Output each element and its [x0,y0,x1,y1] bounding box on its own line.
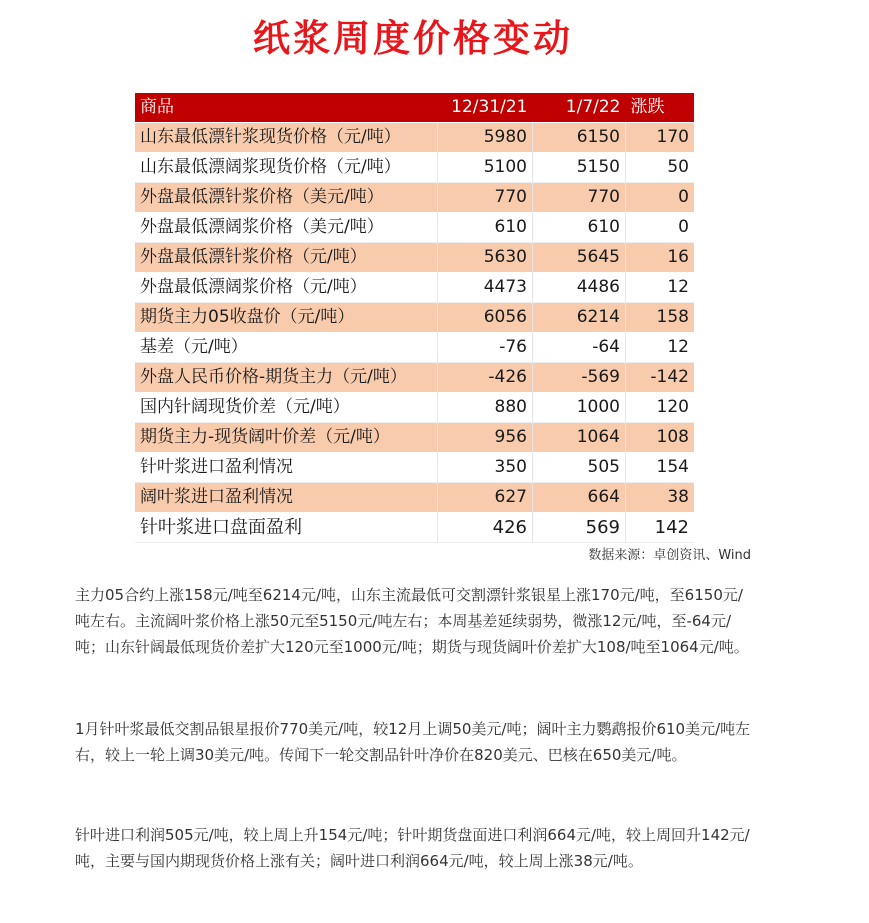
cell-commodity: 山东最低漂针浆现货价格（元/吨） [135,123,438,153]
table-row [135,273,694,303]
cell-change: 142 [626,513,695,543]
cell-curr-price: 664 [533,483,626,513]
table-row [135,393,694,423]
cell-commodity: 外盘最低漂阔浆价格（美元/吨） [135,213,438,243]
cell-change: 120 [626,393,695,423]
cell-curr-price: 770 [533,183,626,213]
cell-curr-price: -569 [533,363,626,393]
cell-prev-price: 426 [438,513,533,543]
table-row [135,123,694,153]
cell-commodity: 针叶浆进口盘面盈利 [135,513,438,543]
cell-curr-price: 1064 [533,423,626,453]
cell-prev-price: 627 [438,483,533,513]
column-header-commodity: 商品 [135,93,438,123]
cell-change: -142 [626,363,695,393]
cell-change: 16 [626,243,695,273]
cell-change: 50 [626,153,695,183]
cell-curr-price: -64 [533,333,626,363]
cell-commodity: 外盘人民币价格-期货主力（元/吨） [135,363,438,393]
cell-change: 38 [626,483,695,513]
cell-prev-price: 610 [438,213,533,243]
cell-change: 154 [626,453,695,483]
cell-curr-price: 5645 [533,243,626,273]
column-header-change: 涨跌 [626,93,695,123]
cell-change: 0 [626,213,695,243]
column-header-date-1: 12/31/21 [438,93,533,123]
cell-curr-price: 505 [533,453,626,483]
table-row [135,513,694,543]
cell-prev-price: 770 [438,183,533,213]
cell-commodity: 外盘最低漂针浆价格（元/吨） [135,243,438,273]
cell-prev-price: 5630 [438,243,533,273]
cell-prev-price: 956 [438,423,533,453]
cell-change: 158 [626,303,695,333]
cell-commodity: 基差（元/吨） [135,333,438,363]
column-header-date-2: 1/7/22 [533,93,626,123]
table-row [135,183,694,213]
cell-commodity: 外盘最低漂针浆价格（美元/吨） [135,183,438,213]
table-row [135,243,694,273]
cell-change: 170 [626,123,695,153]
cell-change: 12 [626,333,695,363]
cell-commodity: 阔叶浆进口盈利情况 [135,483,438,513]
cell-curr-price: 569 [533,513,626,543]
cell-commodity: 期货主力05收盘价（元/吨） [135,303,438,333]
cell-commodity: 国内针阔现货价差（元/吨） [135,393,438,423]
table-body [135,123,694,543]
table-row [135,333,694,363]
cell-prev-price: 6056 [438,303,533,333]
cell-commodity: 山东最低漂阔浆现货价格（元/吨） [135,153,438,183]
cell-prev-price: -76 [438,333,533,363]
cell-prev-price: 350 [438,453,533,483]
cell-curr-price: 4486 [533,273,626,303]
cell-commodity: 外盘最低漂阔浆价格（元/吨） [135,273,438,303]
paragraph-1: 主力05合约上涨158元/吨至6214元/吨，山东主流最低可交割漂针浆银星上涨170元/吨，至6150元/吨左右。主流阔叶浆价格上涨50元至5150元/吨左右；本周基差延续弱势，微涨12元/吨，至-64元/吨；山东针阔最低现货价差扩大120元至1000元/吨；期货与现货阔叶价差扩大108/吨至1064元/吨。 [75,586,749,656]
table-row [135,423,694,453]
cell-change: 0 [626,183,695,213]
table-row [135,303,694,333]
cell-prev-price: 880 [438,393,533,423]
table-header-row [135,93,694,123]
cell-prev-price: 5100 [438,153,533,183]
cell-prev-price: -426 [438,363,533,393]
paragraph-3: 针叶进口利润505元/吨，较上周上升154元/吨；针叶期货盘面进口利润664元/吨，较上周回升142元/吨，主要与国内期现货价格上涨有关；阔叶进口利润664元/吨，较上周上涨38元/吨。 [75,826,750,870]
cell-curr-price: 6214 [533,303,626,333]
cell-commodity: 期货主力-现货阔叶价差（元/吨） [135,423,438,453]
cell-commodity: 针叶浆进口盈利情况 [135,453,438,483]
cell-change: 12 [626,273,695,303]
cell-prev-price: 4473 [438,273,533,303]
table-row [135,453,694,483]
table-row [135,153,694,183]
paragraph-2: 1月针叶浆最低交割品银星报价770美元/吨，较12月上调50美元/吨；阔叶主力鹦鹉报价610美元/吨左右，较上一轮上调30美元/吨。传闻下一轮交割品针叶净价在820美元、巴核在650美元/吨。 [75,720,751,764]
cell-curr-price: 610 [533,213,626,243]
table-row [135,483,694,513]
table-row [135,363,694,393]
cell-curr-price: 6150 [533,123,626,153]
data-source-note: 数据来源：卓创资讯、Wind [588,548,751,563]
page-title: 纸浆周度价格变动 [253,17,573,60]
cell-prev-price: 5980 [438,123,533,153]
table-row [135,213,694,243]
cell-curr-price: 5150 [533,153,626,183]
cell-change: 108 [626,423,695,453]
cell-curr-price: 1000 [533,393,626,423]
price-change-table [135,93,694,543]
